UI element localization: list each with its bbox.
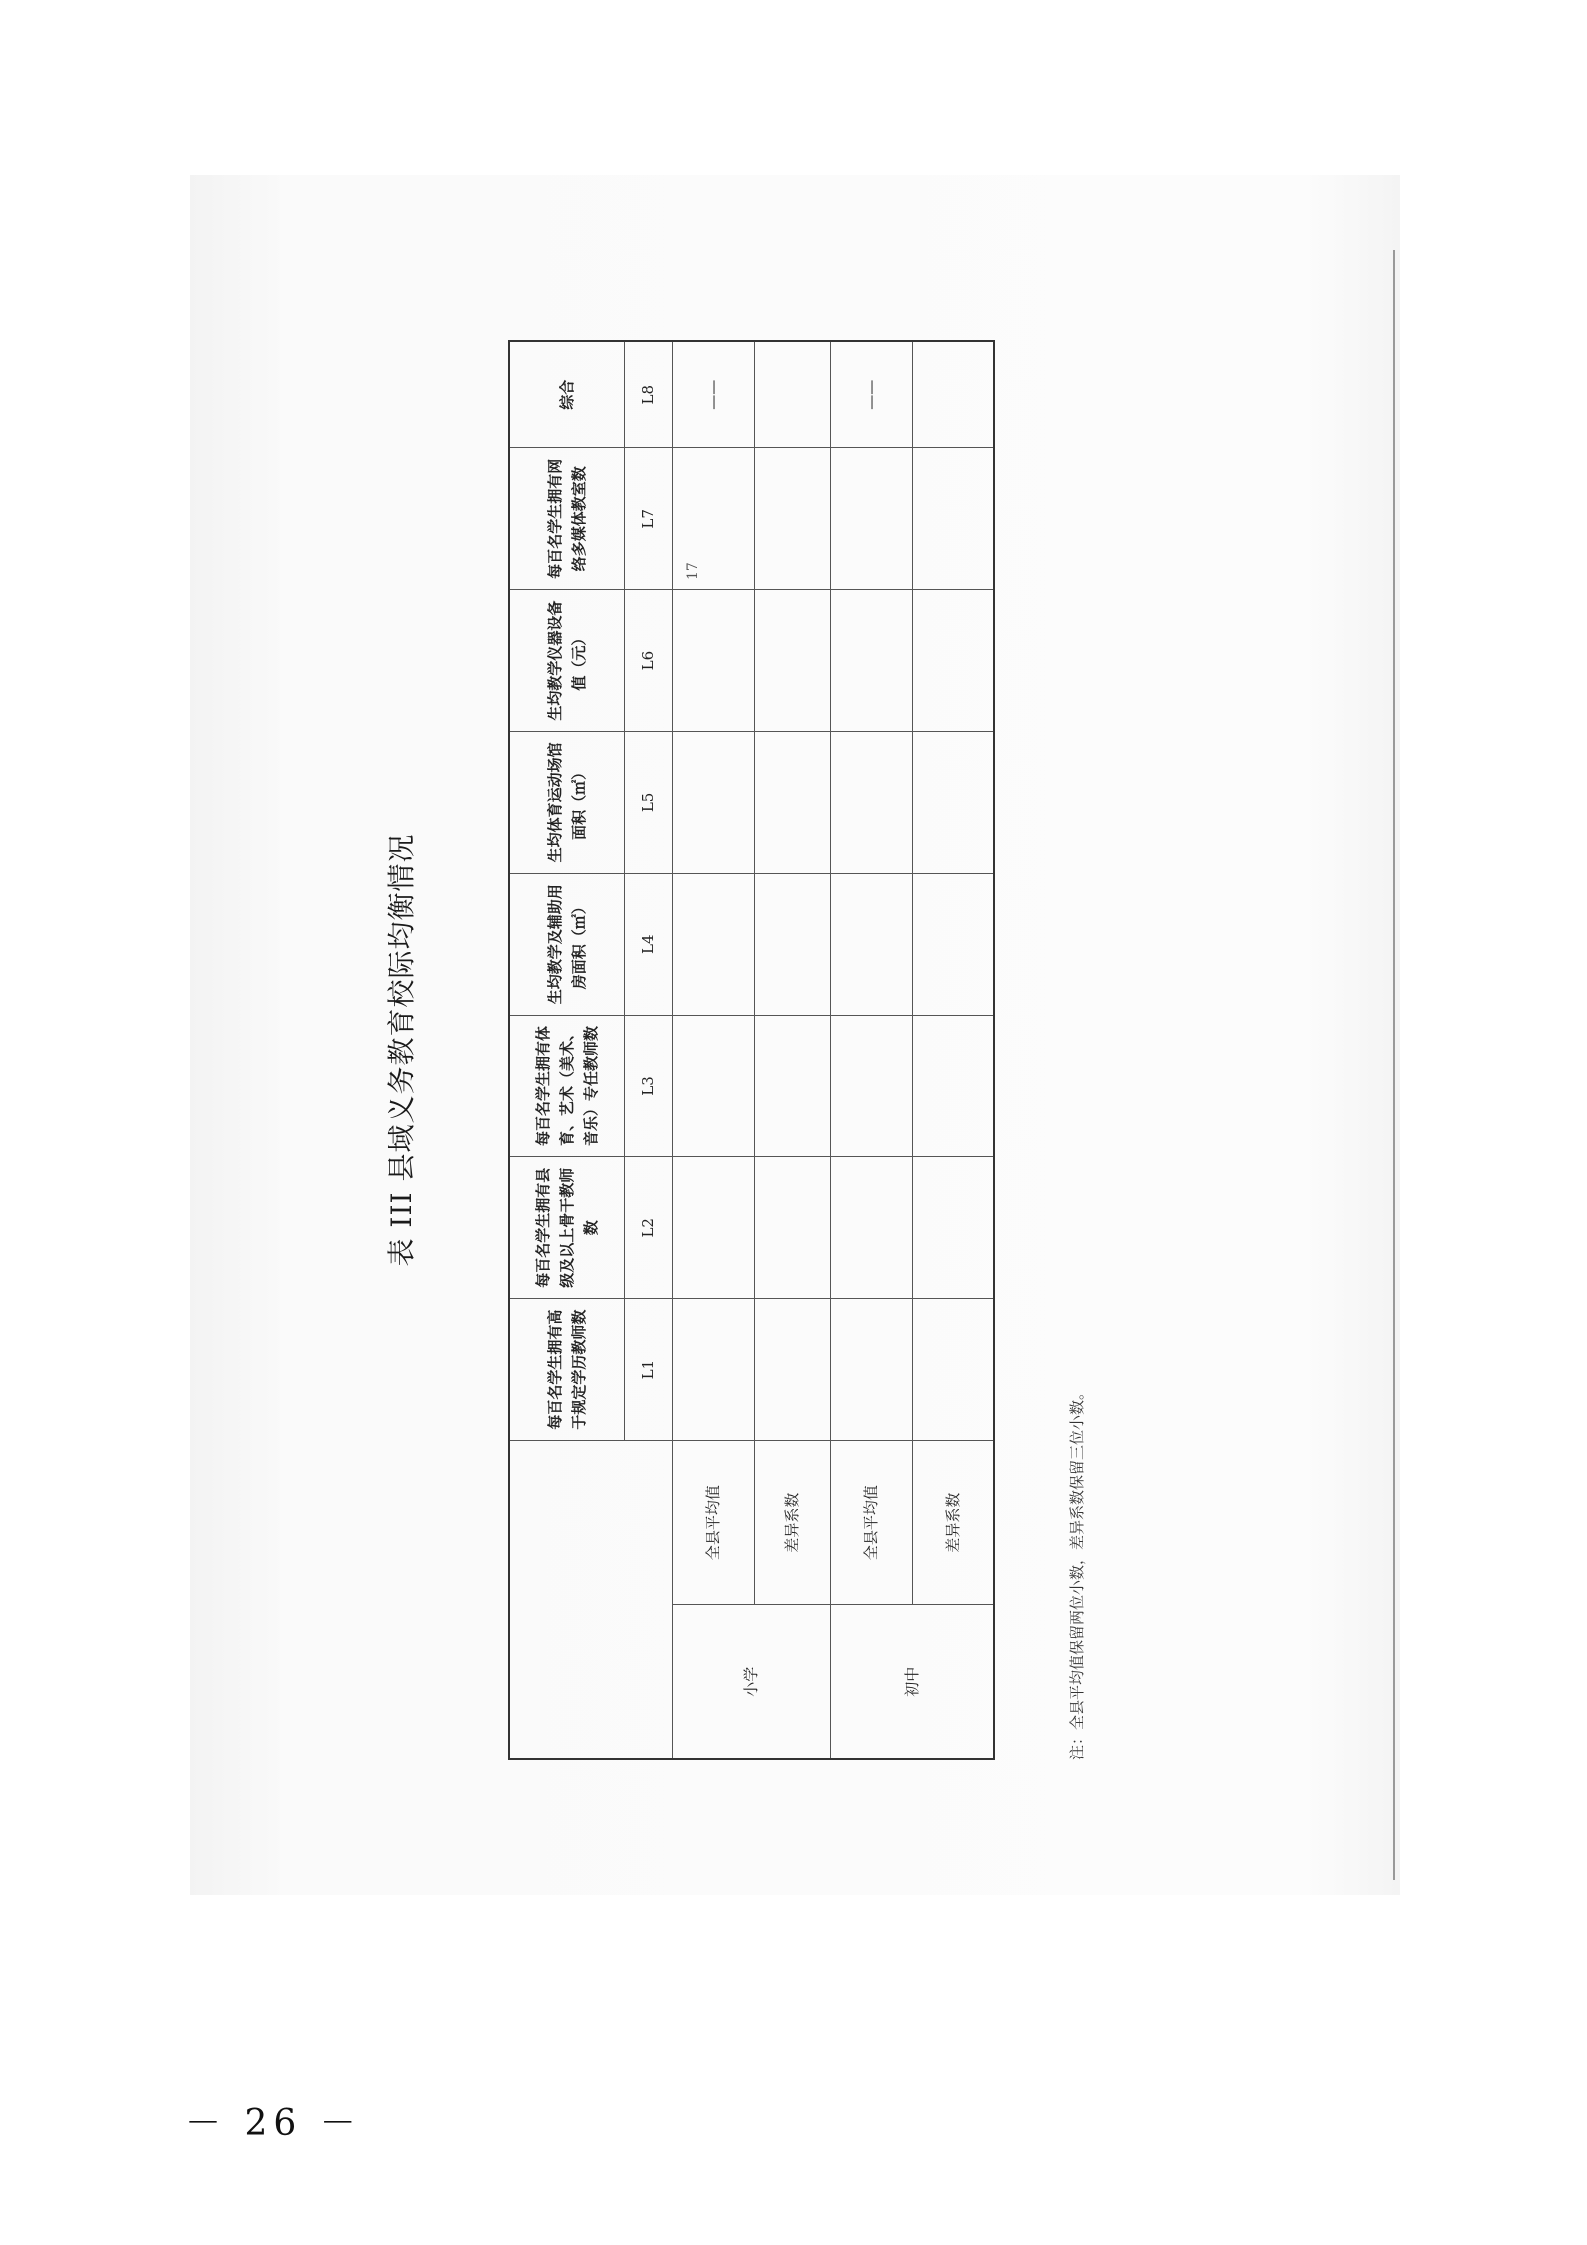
column-header: 每百名学生拥有网络多媒体教室数 — [509, 448, 624, 590]
table-cell — [672, 1015, 754, 1157]
table-cell — [754, 1015, 830, 1157]
group-label: 小学 — [672, 1605, 830, 1759]
table-cell — [672, 1157, 754, 1299]
column-header: 每百名学生拥有高于规定学历教师数 — [509, 1299, 624, 1441]
table-cell — [754, 1299, 830, 1441]
row-label: 差异系数 — [754, 1440, 830, 1604]
table-cell — [754, 590, 830, 732]
table-cell — [672, 590, 754, 732]
corner-cell — [509, 1440, 672, 1759]
table-row — [672, 341, 754, 1759]
table-cell — [830, 1015, 912, 1157]
table-cell: —— — [672, 341, 754, 448]
column-header: 生均教学仪器设备值（元） — [509, 590, 624, 732]
row-label: 全县平均值 — [672, 1440, 754, 1604]
column-code: L7 — [624, 448, 672, 590]
table-cell — [754, 1157, 830, 1299]
scan-edge-line — [1393, 250, 1395, 1880]
table-cell — [912, 873, 994, 1015]
table-cell — [830, 1157, 912, 1299]
table-cell — [672, 873, 754, 1015]
column-header: 综合 — [509, 341, 624, 448]
group-label: 初中 — [830, 1605, 994, 1759]
table-cell — [672, 1299, 754, 1441]
column-code: L3 — [624, 1015, 672, 1157]
page-footer-number: － 26 － — [185, 2103, 362, 2144]
table-cell — [830, 590, 912, 732]
column-header: 生均教学及辅助用房面积（㎡） — [509, 873, 624, 1015]
table-cell — [830, 732, 912, 874]
table-row — [830, 341, 912, 1759]
column-header: 每百名学生拥有县级及以上骨干教师数 — [509, 1157, 624, 1299]
table-cell — [830, 1299, 912, 1441]
table-row — [754, 341, 830, 1759]
balance-table — [508, 340, 995, 1760]
column-code: L5 — [624, 732, 672, 874]
column-header: 每百名学生拥有体育、艺术（美术、音乐）专任教师数 — [509, 1015, 624, 1157]
sheet-page-number: 17 — [685, 562, 701, 580]
column-code: L8 — [624, 341, 672, 448]
column-header: 生均体育运动场馆面积（㎡） — [509, 732, 624, 874]
table-cell — [912, 1015, 994, 1157]
table-cell — [912, 448, 994, 590]
table-cell — [672, 732, 754, 874]
table-cell — [830, 873, 912, 1015]
table-cell — [912, 341, 994, 448]
column-code: L4 — [624, 873, 672, 1015]
table-cell — [912, 1157, 994, 1299]
column-code: L1 — [624, 1299, 672, 1441]
row-label: 差异系数 — [912, 1440, 994, 1604]
table-title: 表 III 县域义务教育校际均衡情况 — [385, 833, 418, 1267]
rotated-landscape-page — [360, 340, 1086, 1760]
table-cell — [912, 590, 994, 732]
row-label: 全县平均值 — [830, 1440, 912, 1604]
column-code: L2 — [624, 1157, 672, 1299]
table-note: 注：全县平均值保留两位小数，差异系数保留三位小数。 — [1068, 1384, 1086, 1760]
table-cell — [912, 732, 994, 874]
table-cell — [754, 732, 830, 874]
table-row — [912, 341, 994, 1759]
table-cell — [830, 448, 912, 590]
table-cell — [754, 448, 830, 590]
table-cell: —— — [830, 341, 912, 448]
column-code: L6 — [624, 590, 672, 732]
table-cell — [754, 873, 830, 1015]
table-cell — [912, 1299, 994, 1441]
header-row — [509, 341, 624, 1759]
table-cell — [754, 341, 830, 448]
